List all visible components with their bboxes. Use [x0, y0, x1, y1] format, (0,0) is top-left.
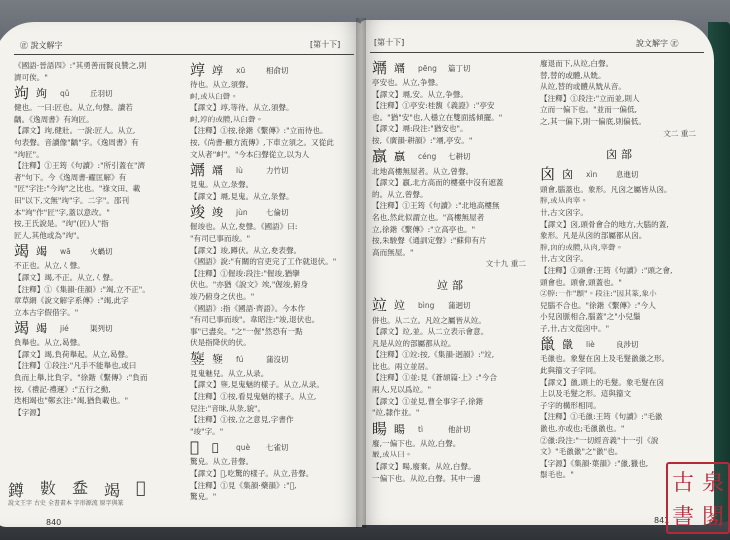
- text-line: 𦞤,囟的或體,从肉,宰聲。: [540, 242, 624, 252]
- right-page: [360, 20, 714, 525]
- text-column: [14, 60, 180, 418]
- entry-character: 竣: [212, 206, 223, 220]
- text-line: 𡬪,或从𦥑聲。: [190, 91, 238, 101]
- entry-pinyin: fú: [236, 354, 244, 364]
- text-line: 竣乃俯身之伏也。": [190, 291, 255, 301]
- text-line: 【譯文】竘,健壯。一說:匠人。从立,: [14, 126, 136, 136]
- entry-head: [190, 351, 356, 368]
- text-line: 兒腦不合也。"徐鍇《繫傳》:"今人: [540, 300, 656, 310]
- text-line: 按,《禮記·禮運》:"五行之動,: [14, 384, 111, 394]
- text-line: 【注釋】①亭安:桂馥《義證》:"亭安: [372, 101, 495, 111]
- text-line: 按,朱駿聲《通訓定聲》:"蘇仰有片: [372, 236, 487, 246]
- text-line: 廢,一偏下也。从竝,白聲。: [372, 438, 461, 448]
- entry-head: [372, 421, 532, 438]
- header-rule: [370, 52, 704, 53]
- entry-fanqie: 息進切: [616, 170, 639, 180]
- entry-character: 竘: [36, 86, 47, 100]
- text-line: "竘匠"。: [14, 149, 44, 159]
- text-line: 𦞤,或从肉宰。: [540, 196, 588, 206]
- text-line: 【譯文】巤,頭上的毛髮。象毛髮在囟: [540, 377, 664, 387]
- text-line: 事"已盡矣。"之"一偓"然恐有一點: [190, 326, 303, 336]
- text-line: 【注釋】①偓竣:段注:"偓竣,猶攣: [190, 268, 300, 278]
- entry-pinyin: wā: [60, 247, 71, 257]
- entry-fanqie: 力竹切: [266, 165, 289, 175]
- section-title: 竝部: [437, 278, 467, 292]
- text-line: 【注釋】①毛巤:王筠《句讀》:"毛巤: [540, 412, 663, 422]
- text-line: 鬃毛也。": [540, 470, 574, 480]
- text-column: [372, 58, 532, 484]
- text-line: ②𦞤:一作"顖"。段注:"因其篆,象小: [540, 289, 657, 299]
- text-line: 一偏下也。从竝,白聲。其中一邊: [372, 473, 481, 483]
- text-line: 小兒囟脈相合,腦蓋"之"小兒鬚: [540, 312, 641, 322]
- chapter-tag: [第十下]: [374, 38, 405, 47]
- text-line: 替,替的或體,从兟。: [540, 70, 606, 80]
- entry-head: [190, 204, 356, 221]
- seal-character: 竭: [14, 242, 30, 261]
- text-line: 本"竘"作"匠"字,蓋以意改。": [14, 207, 110, 217]
- text-line: 【注釋】①按,看見鬼魅的樣子。从立,: [190, 392, 317, 402]
- text-line: 併也。从二立。凡竝之屬皆从竝。: [372, 315, 486, 325]
- entry-character: 䇏: [212, 63, 223, 77]
- text-line: 毛巤也。象髮在囟上及毛髮巤巤之形。: [540, 354, 670, 364]
- entry-head: [372, 298, 532, 315]
- text-line: 凡是从竝的部屬都从竝。: [372, 338, 456, 348]
- text-line: 卄,古文囟字。: [540, 254, 588, 264]
- seal-character: 書: [671, 504, 694, 530]
- text-line: 健也。一曰:匠也。从立,句聲。讀若: [14, 103, 133, 113]
- text-line: "有司已事而竣。": [190, 233, 251, 243]
- text-line: 【譯文】囟,頭骨會合的地方,大腦的蓋,: [540, 219, 669, 229]
- entry-head: [540, 336, 702, 353]
- entry-character: 竝: [394, 299, 405, 313]
- text-line: 名也,然此似謂立也。"高樓無屋者: [372, 212, 485, 222]
- text-line: 【譯文】①並見,曹全事字子,徐鍇: [372, 396, 484, 406]
- text-line: 匠人,其他或為"竘"。: [14, 230, 85, 240]
- text-line: 【注釋】①《集韻·佳韻》:"竭,立不正"。: [14, 284, 150, 294]
- text-column: [190, 60, 356, 503]
- seal-character: 竭: [14, 318, 30, 337]
- section-count: 文二 重二: [663, 128, 696, 138]
- text-line: 【注釋】①見《集韻·藥韻》:"𥪸,: [190, 480, 297, 490]
- left-page: [0, 22, 362, 527]
- section-count: 文十九 重二: [485, 259, 526, 269]
- text-line: 驚皃。": [190, 492, 217, 502]
- text-line: 【譯文】𥪱,見鬼魅的樣子。从立,从录。: [190, 380, 324, 390]
- text-line: 廢退而下,从竝,白聲。: [540, 59, 614, 68]
- text-line: 【字源】《集韻·葉韻》:"巤,獵也,: [540, 458, 649, 468]
- text-line: 【注釋】①竝:按,《集韻·迥韻》:"竝,: [372, 350, 495, 360]
- text-line: 《國語》:指《國語·齊語》。今本作: [190, 303, 306, 313]
- glyph: 鐏: [8, 481, 25, 500]
- entry-character: 䁑: [394, 422, 405, 436]
- text-line: 亭安也。从立,争聲。: [372, 78, 443, 87]
- seal-character: 古: [671, 470, 694, 496]
- seal-character: 囟: [540, 165, 556, 184]
- text-line: 【譯文】竵,安。从立,争聲。: [372, 89, 468, 99]
- entry-fanqie: 丘羽切: [90, 88, 113, 98]
- text-column: [540, 58, 702, 481]
- text-line: 从竝,替的或體从兟从音。: [540, 82, 626, 92]
- entry-head: [190, 162, 356, 179]
- text-line: 【譯文】竵,見鬼。从立,彔聲。: [190, 191, 294, 201]
- entry-character: 𥪱: [212, 352, 223, 366]
- entry-pinyin: lù: [236, 165, 243, 175]
- text-line: "匠"字注:"今竘"之比也。"祿文田、載: [14, 184, 141, 194]
- text-line: 𠪚,或从曰。: [372, 450, 413, 460]
- text-line: 《國語》說:"有關的官吏完了工作就退伏。": [190, 257, 337, 267]
- entry-character: 䇔: [394, 150, 405, 164]
- entry-character: 竭: [36, 321, 47, 335]
- text-line: 【注釋】①並:見《蒼頡篇·上》:"今合: [372, 373, 497, 383]
- seal-character: 竘: [14, 83, 30, 102]
- text-line: 見鬼魅兒。从立,从录。: [190, 368, 269, 378]
- text-line: 頭會,腦蓋也。象形。凡囟之屬皆从囟。: [540, 184, 672, 194]
- entry-fanqie: 火蝸切: [90, 247, 113, 257]
- text-line: 《國語·晉語四》:"其勇善而賢良贊之,則: [14, 61, 147, 70]
- entry-fanqie: 七雀切: [266, 443, 289, 453]
- text-line: 齲。《逸周書》有竘匠。: [14, 114, 94, 124]
- seal-character: 泉: [701, 470, 724, 496]
- text-line: 立而一偏下也。"並而一偏低,: [540, 105, 638, 115]
- running-head: ㊣ 說文解字: [20, 41, 63, 50]
- text-line: 【譯文】竭,不正。从立,𡿨聲。: [14, 272, 118, 282]
- entry-head: [190, 439, 356, 456]
- entry-pinyin: jùn: [236, 208, 248, 218]
- text-line: 此與籀文子字同。: [540, 366, 601, 376]
- entry-pinyin: què: [236, 443, 251, 453]
- text-line: 章草網《說文解字系傳》:"竭,此字: [14, 296, 129, 306]
- text-line: 田"以下,文無"竘"字。二字"。邵刊: [14, 195, 130, 205]
- entry-character: 囟: [562, 168, 573, 182]
- text-line: 立,徐鍇《繫傳》:"立高亭也。": [372, 224, 476, 234]
- entry-pinyin: jié: [60, 323, 69, 333]
- entry-fanqie: 七耕切: [448, 152, 471, 162]
- text-line: "竝,隸作並。": [372, 408, 420, 418]
- text-line: 負而上舉,比負字。"徐鍇《繫傳》:"負而: [14, 373, 148, 383]
- text-line: 濟可俟。": [14, 72, 48, 82]
- text-line: 伏也。"亦猶《說文》竢,"偓竣,俯身: [190, 280, 309, 290]
- text-line: "有司已事而竣"。韋昭注:"竣,退伏也。: [190, 315, 320, 325]
- text-line: 【字源】: [14, 407, 45, 417]
- seal-character: 竣: [190, 203, 206, 222]
- entry-pinyin: xìn: [586, 170, 598, 180]
- entry-head: [190, 62, 356, 79]
- text-line: 【譯文】竝,並。从二立表示會意。: [372, 327, 489, 337]
- text-line: 文》"毛巤巤"之"巤"也。: [540, 447, 623, 457]
- text-line: 【譯文】竣,蹲伏。从立,夋表聲。: [190, 245, 302, 255]
- text-line: 【譯文】䇏,等待。从立,須聲。: [190, 103, 294, 113]
- glyph: 𥁢: [72, 478, 89, 497]
- entry-head: [14, 320, 180, 337]
- entry-pinyin: bìng: [418, 301, 435, 311]
- chapter-tag: [第十下]: [310, 40, 341, 49]
- entry-pinyin: xū: [236, 65, 246, 75]
- text-line: 按,王氏說是。"竘"(匠)人"指: [14, 219, 109, 229]
- text-line: 【譯文】䇔,北方高而的樓臺中沒有遮蓋: [372, 178, 504, 188]
- text-line: 北地高樓無屋者。从立,曾聲。: [372, 166, 474, 176]
- seal-character: 巤: [540, 335, 556, 354]
- entry-head: [14, 85, 180, 102]
- entry-head: [372, 149, 532, 166]
- text-line: 象形。凡是从囟的部屬都从囟。: [540, 231, 647, 241]
- entry-character: 巤: [562, 338, 573, 352]
- text-line: 【譯文】䁑,廢棄。从竝,白聲。: [372, 462, 476, 472]
- entry-fanqie: 七倫切: [266, 208, 289, 218]
- text-line: 也。"猶"安"也,人穩立在雙面搖傾擺。": [372, 112, 503, 122]
- text-line: ②巤:段注:"一切經音義"十一引《說: [540, 435, 659, 445]
- entry-character: 竭: [36, 245, 47, 259]
- entry-pinyin: tì: [418, 424, 424, 434]
- seal-character: 𥪸: [190, 438, 200, 457]
- seal-stamp: [666, 462, 730, 534]
- text-line: 句表聲。音讀像"齲"字。《逸周書》有: [14, 137, 139, 147]
- text-line: 卄,古文囟字。: [540, 207, 588, 217]
- glyph: 𢿙: [40, 479, 57, 498]
- text-line: 【譯文】𥪸,吃驚的樣子。从立,昔聲。: [190, 469, 314, 479]
- text-line: 偓竣也。从立,夋聲。《國語》曰:: [190, 222, 298, 232]
- entry-fanqie: 蒲迥切: [448, 301, 471, 311]
- text-line: 𡬪,䇏的或體,从𦥑聲。: [190, 114, 264, 124]
- section-title: 囟部: [606, 148, 636, 162]
- text-line: 驚皃。从立,昔聲。: [190, 457, 254, 467]
- text-line: 伏是指降伏的伏。: [190, 338, 251, 348]
- text-line: 子,卄,古文從囟中。": [540, 323, 610, 333]
- text-line: 兒注:"音昧,从彔,貌"。: [190, 403, 266, 413]
- entry-fanqie: 蒲沒切: [266, 354, 289, 364]
- entry-head: [540, 167, 702, 184]
- entry-head: [14, 243, 180, 260]
- entry-character: 竵: [212, 163, 223, 177]
- seal-character: 閣: [701, 504, 724, 530]
- entry-fanqie: 相俞切: [266, 65, 289, 75]
- entry-fanqie: 良涉切: [616, 340, 639, 350]
- page-number: 841: [654, 516, 670, 525]
- text-line: 按,《廣韻·耕韻》:"竵,亭安。": [372, 135, 473, 145]
- entry-character: 竵: [394, 61, 405, 75]
- seal-character: 䇔: [372, 147, 388, 166]
- text-line: 【注釋】①按,徐鍇《繫傳》:"立而待也。: [190, 126, 328, 136]
- text-line: 巤也,亦或也;毛巤巤也。": [540, 424, 625, 434]
- text-line: 【注釋】①王筠《句讀》:"北地高樓無: [372, 201, 500, 211]
- text-line: 【注釋】①段注:"立而並,則人: [540, 93, 640, 103]
- entry-fanqie: 渠列切: [90, 323, 113, 333]
- entry-pinyin: céng: [418, 152, 437, 162]
- text-line: 【注釋】①王筠《句讀》:"所引蓋在"濟: [14, 161, 146, 171]
- text-line: 立本古字假借字。": [14, 307, 79, 317]
- seal-character: 竝: [372, 296, 388, 315]
- text-line: 【譯文】竵:段注:"猶安也"。: [372, 124, 468, 134]
- text-line: 高而無屋。": [372, 247, 414, 257]
- glyph: 竭: [104, 481, 121, 500]
- entry-pinyin: qǔ: [60, 88, 70, 98]
- entry-pinyin: pēng: [418, 63, 437, 73]
- text-line: 按,《尚書·顧方流傳》,下車立須之。又從此: [190, 137, 334, 147]
- seal-character: 𥪱: [190, 349, 206, 368]
- text-line: 不正也。从立,𡿨聲。: [14, 261, 85, 271]
- text-line: 子字的構形相同。: [540, 400, 601, 410]
- seal-character: 竵: [372, 58, 388, 77]
- text-line: "竣"字。": [190, 426, 224, 436]
- header-rule: [14, 54, 354, 55]
- text-line: 【注釋】①頭會:王筠《句讀》:"頭之會,: [540, 265, 673, 275]
- glyph-strip-note: 說文王字 古史 全書畫本 字形源流 原字與篆: [8, 500, 124, 507]
- book-spine: [356, 18, 366, 528]
- entry-fanqie: 篇丁切: [448, 63, 471, 73]
- text-line: 迭相竭也"鄭玄注:"竭,猶負載也。": [14, 396, 129, 406]
- entry-pinyin: liè: [586, 340, 595, 350]
- text-line: 的。从立,曾聲。: [372, 189, 428, 199]
- text-line: 者"句下。今《逸周書·糴匡解》有: [14, 172, 127, 182]
- seal-character: 䇏: [190, 60, 206, 79]
- text-line: 比也。兩立並居。: [372, 361, 433, 371]
- text-line: 上以及毛髮之形。這與籀文: [540, 389, 632, 399]
- text-line: 兩人,兄以爲竝。": [372, 385, 432, 395]
- seal-character: 䁑: [372, 419, 388, 438]
- text-line: 【譯文】竭,負荷舉起。从立,曷聲。: [14, 349, 133, 359]
- page-number: 840: [46, 518, 62, 527]
- text-line: 文从者"𡬪"。"今本𦥑聲從立,以为人: [190, 149, 310, 159]
- text-line: 【注釋】①段注:"凡手不能舉也,或曰: [14, 361, 137, 371]
- entry-head: [372, 60, 532, 77]
- text-line: 待也。从立,須聲。: [190, 80, 254, 89]
- entry-fanqie: 他計切: [448, 424, 471, 434]
- seal-character: 竵: [190, 160, 206, 179]
- entry-character: 𥪸: [212, 441, 219, 455]
- text-line: 【注釋】①按,立之意見,字書作: [190, 415, 294, 425]
- glyph: 𥪸: [136, 478, 146, 497]
- text-line: 頭會也。頭會,頭蓋也。": [540, 277, 622, 287]
- text-line: 之,其一偏下,則一偏底,則偏低。: [540, 116, 646, 126]
- text-line: 見鬼。从立,彔聲。: [190, 180, 254, 190]
- text-line: 負舉也。从立,曷聲。: [14, 338, 85, 348]
- running-head: 說文解字 ㊣: [636, 39, 679, 48]
